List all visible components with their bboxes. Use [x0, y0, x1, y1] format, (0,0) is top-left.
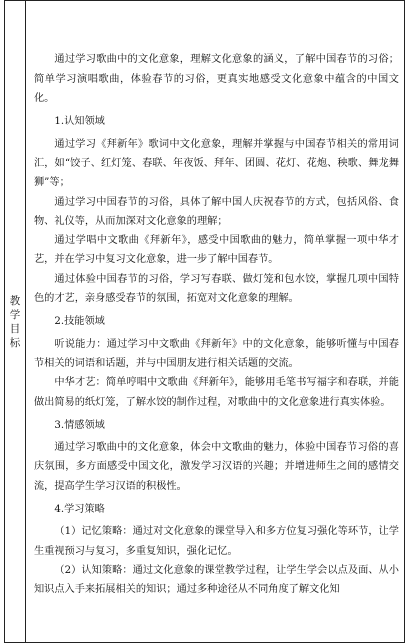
paragraph: 听说能力：通过学习中文歌曲《拜新年》中的文化意象，能够听懂与中国春节相关的词语和话题，并与中国朋友进行相关话题的交流。 [34, 338, 399, 369]
row-label-cell [5, 1, 26, 643]
objectives-text [34, 50, 399, 599]
paragraph: （2）认知策略：通过文化意象的课堂教学过程，让学生学会以点及面、从小知识点入手来拓展相关的知识；通过多种途径从不同角度了解文化知 [34, 564, 399, 596]
paragraph: 通过学习《拜新年》歌词中文化意象，理解并掌握与中国春节相关的常用词汇，如“饺子、红灯笼、春联、年夜饭、拜年、团圆、花灯、花炮、秧歌、舞龙舞狮”等； [34, 138, 399, 189]
paragraph: 通过学唱中文歌曲《拜新年》，感受中国歌曲的魅力，简单掌握一项中华才艺，并在学习中复习文化意象，进一步了解中国春节。 [34, 235, 399, 266]
paragraph: 通过学习中国春节的习俗，具体了解中国人庆祝春节的方式，包括风俗、食物、礼仪等，从而加深对文化意象的理解； [34, 196, 399, 227]
paragraph: 中华才艺：简单哼唱中文歌曲《拜新年》，能够用毛笔书写福字和春联，并能做出简易的纸灯笼，了解水饺的制作过程，对歌曲中的文化意象进行真实体验。 [34, 377, 399, 408]
paragraph: （1）记忆策略：通过对文化意象的课堂导入和多方位复习强化等环节，让学生重视预习与复习，多重复知识，强化记忆。 [34, 526, 399, 557]
section-heading: 4.学习策略 [54, 504, 105, 516]
section-heading: 3.情感领域 [54, 419, 105, 431]
lesson-plan-table [4, 0, 405, 643]
paragraph: 通过学习歌曲中的文化意象，体会中文歌曲的魅力，体验中国春节习俗的喜庆氛围，多方面感受中国文化，激发学习汉语的兴趣；并增进师生之间的感情交流，提高学生学习汉语的积极性。 [34, 442, 399, 492]
section-heading: 1.认知领域 [54, 116, 105, 128]
paragraph: 通过体验中国春节的习俗，学习写春联、做灯笼和包水饺，掌握几项中国特色的才艺，亲身感受春节的氛围，拓宽对文化意象的理解。 [34, 273, 399, 305]
paragraph: 通过学习歌曲中的文化意象，理解文化意象的涵义，了解中国春节的习俗；简单学习演唱歌曲，体验春节的习俗，更真实地感受文化意象中蕴含的中国文化。 [34, 54, 399, 105]
section-heading: 2.技能领域 [54, 316, 105, 328]
row-label: 教学目标 [9, 294, 21, 349]
objectives-content-cell [26, 1, 405, 643]
teaching-objectives-row [5, 1, 405, 643]
